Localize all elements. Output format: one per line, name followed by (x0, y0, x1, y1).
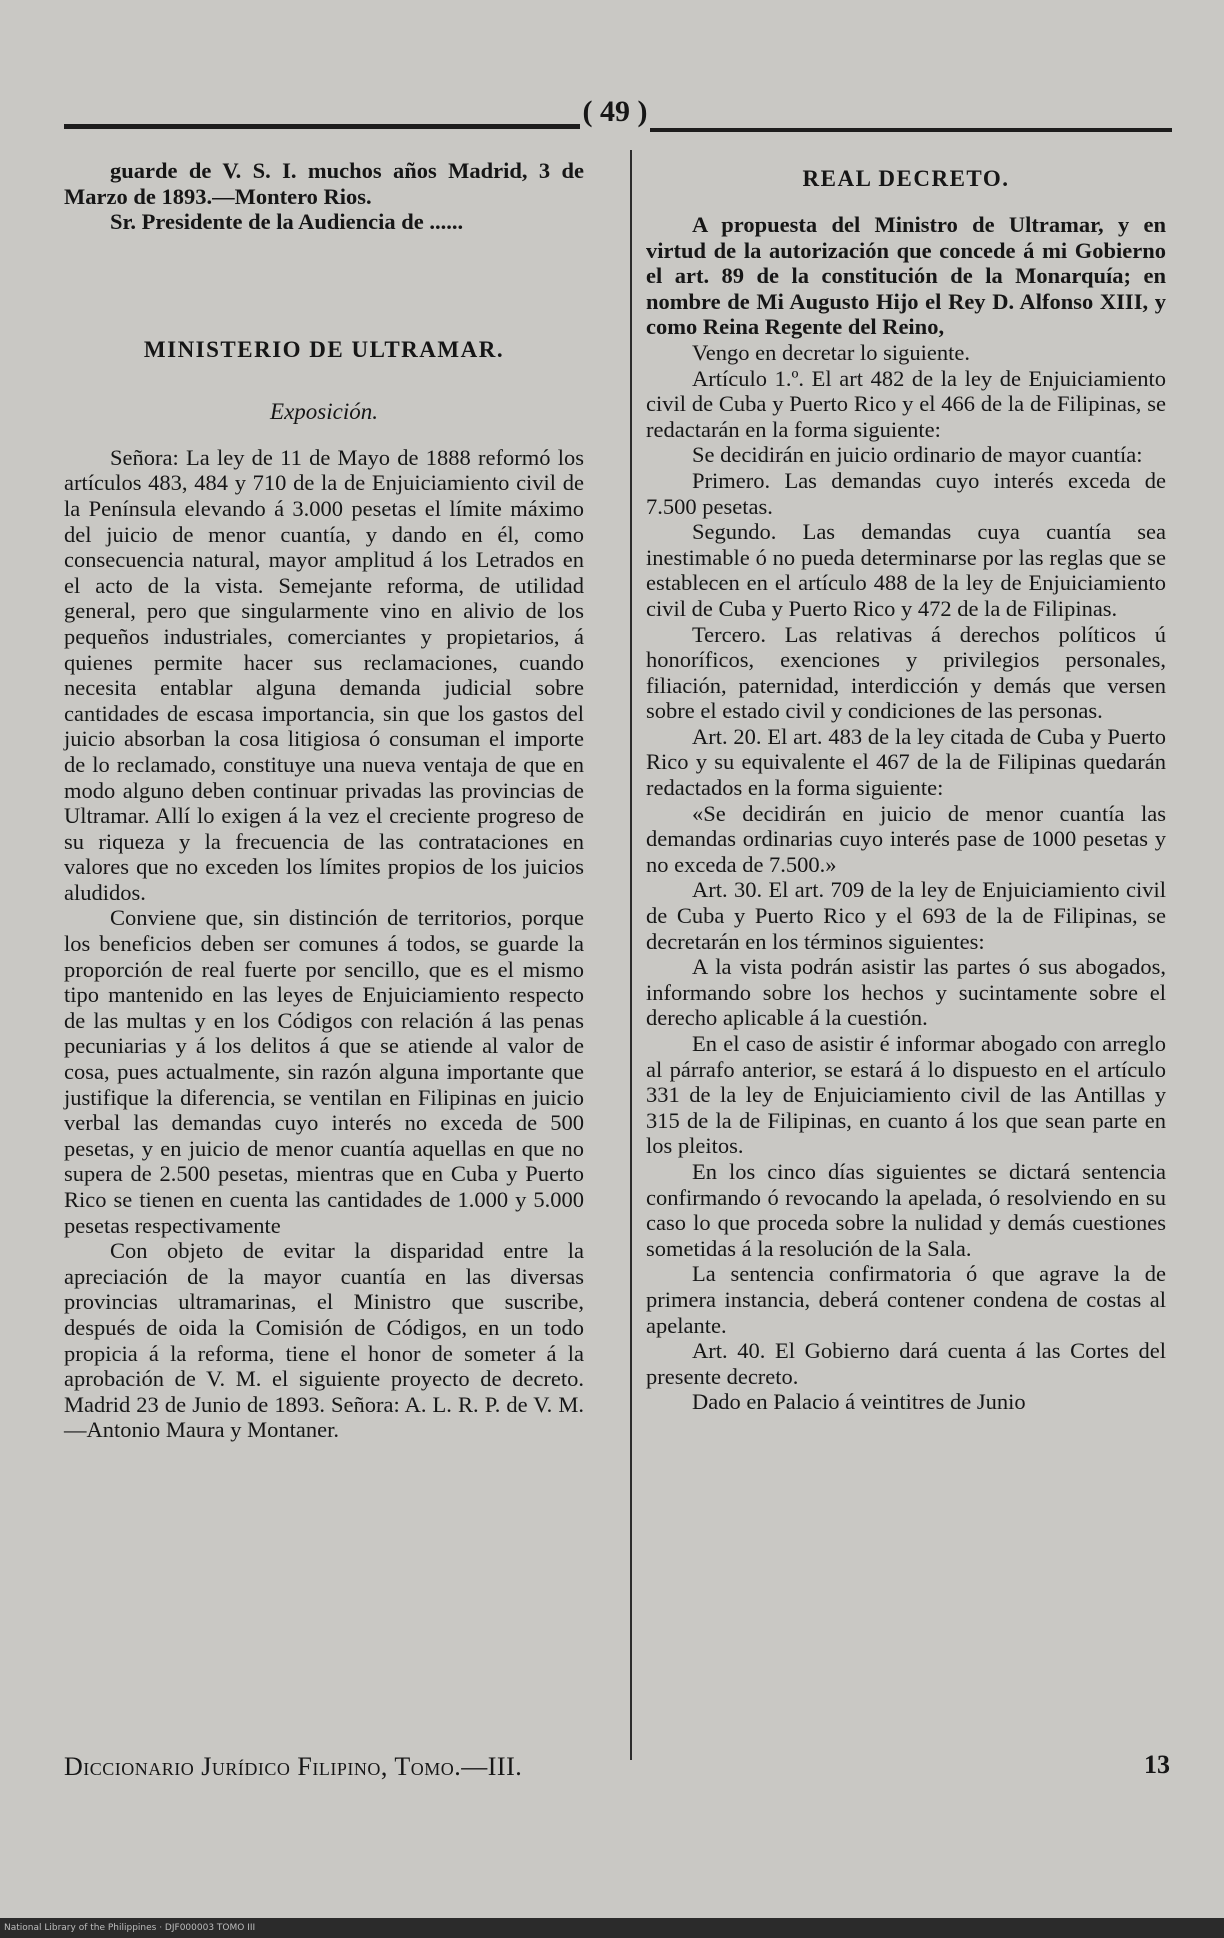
left-column (64, 158, 584, 1443)
decree-paragraph: Vengo en decretar lo siguiente. (692, 339, 971, 365)
ministry-heading: MINISTERIO DE ULTRAMAR. (143, 336, 505, 362)
exposition-paragraph: Señora: La ley de 11 de Mayo de 1888 reformó los artículos 483, 484 y 710 de la de Enjuiciamiento civil de la Península elevando á 3.000 pesetas el límite máximo del juicio de menor cuantía, y dando en él, como consecuencia natural, mayor amplitud á los Letrados en el acto de la vista. Semejante reforma, de utilidad general, pero que singularmente vino en alivio de los pequeños industriales, comerciantes y propietarios, á quienes permite hacer sus reclamaciones, cuando necesita entablar alguna demanda judicial sobre cantidades de escasa importancia, sin que los gastos del juicio absorban la cosa litigiosa ó consuman el importe de lo reclamado, constituye una nueva ventaja de que en modo alguno deben continuar privadas las provincias de Ultramar. Allí lo exigen á la vez el creciente progreso de su riqueza y la frecuencia de las contrataciones en valores que no exceden los límites propios de los juicios aludidos. (64, 444, 584, 905)
scan-source-strip: National Library of the Philippines · DJF000003 TOMO III (0, 1918, 1224, 1938)
running-footer: Diccionario Jurídico Filipino, Tomo.—III. (64, 1752, 523, 1781)
decree-heading: REAL DECRETO. (802, 166, 1010, 191)
decree-paragraph: Artículo 1.º. El art 482 de la ley de Enjuiciamiento civil de Cuba y Puerto Rico y el 466 de la de Filipinas, se redactarán en la forma siguiente: (646, 365, 1166, 442)
exposition-heading: Exposición. (270, 398, 378, 424)
decree-paragraph: «Se decidirán en juicio de menor cuantía las demandas ordinarias cuyo interés pase de 1000 pesetas y no exceda de 7.500.» (646, 800, 1166, 877)
page-number: ( 49 ) (582, 95, 648, 128)
decree-paragraph: Dado en Palacio á veintitres de Junio (692, 1389, 1026, 1415)
decree-paragraph: Art. 30. El art. 709 de la ley de Enjuiciamiento civil de Cuba y Puerto Rico y el 693 de la de Filipinas, se decretarán en los términos siguientes: (646, 877, 1166, 954)
decree-paragraph: A la vista podrán asistir las partes ó sus abogados, informando sobre los hechos y sucintamente sobre el derecho aplicable á la cuestión. (646, 954, 1166, 1031)
signature-mark: 13 (1144, 1750, 1170, 1779)
column-divider (630, 150, 632, 1760)
decree-paragraph: Tercero. Las relativas á derechos políticos ú honoríficos, exenciones y privilegios personales, filiación, paternidad, interdicción y demás que versen sobre el estado civil y condiciones de las personas. (646, 621, 1166, 724)
header-rule-right (650, 128, 1172, 132)
header-rule-left (64, 124, 580, 129)
decree-paragraph: En los cinco días siguientes se dictará sentencia confirmando ó revocando la apelada, ó resolviendo en su caso lo que proceda sobre la nulidad y demás cuestiones sometidas á la resolución de la Sala. (646, 1158, 1166, 1261)
decree-paragraph: Primero. Las demandas cuyo interés exceda de 7.500 pesetas. (646, 467, 1166, 519)
decree-paragraph: Art. 20. El art. 483 de la ley citada de Cuba y Puerto Rico y su equivalente el 467 de la de Filipinas quedarán redactados en la forma siguiente: (646, 723, 1166, 801)
decree-paragraph: Segundo. Las demandas cuya cuantía sea inestimable ó no pueda determinarse por las reglas que se establecen en el artículo 488 de la ley de Enjuiciamiento civil de Cuba y Puerto Rico y 472 de la de Filipinas. (646, 519, 1166, 621)
exposition-paragraph: Con objeto de evitar la disparidad entre la apreciación de la mayor cuantía en las diversas provincias ultramarinas, el Ministro que suscribe, después de oida la Comisión de Códigos, en un todo propicia á la reforma, tiene el honor de someter á la aprobación de V. M. el siguiente proyecto de decreto. Madrid 23 de Junio de 1893. Señora: A. L. R. P. de V. M.—Antonio Maura y Montaner. (64, 1238, 584, 1443)
decree-paragraph: Se decidirán en juicio ordinario de mayor cuantía: (692, 442, 1143, 468)
recipient-line: Sr. Presidente de la Audiencia de ...... (110, 209, 464, 235)
closing-line: guarde de V. S. I. muchos años Madrid, 3 de Marzo de 1893.—Montero Rios. (64, 158, 584, 209)
decree-paragraph: La sentencia confirmatoria ó que agrave la de primera instancia, deberá contener condena de costas al apelante. (646, 1261, 1166, 1338)
right-column (646, 158, 1166, 1415)
decree-paragraph: A propuesta del Ministro de Ultramar, y en virtud de la autorización que concede á mi Gobierno el art. 89 de la constitución de la Monarquía; en nombre de Mi Augusto Hijo el Rey D. Alfonso XIII, y como Reina Regente del Reino, (646, 212, 1166, 340)
decree-paragraph: Art. 40. El Gobierno dará cuenta á las Cortes del presente decreto. (646, 1338, 1166, 1389)
decree-paragraph: En el caso de asistir é informar abogado con arreglo al párrafo anterior, se estará á lo dispuesto en el artículo 331 de la ley de Enjuiciamiento civil de las Antillas y 315 de la de Filipinas, en cuanto á los que sean parte en los pleitos. (646, 1031, 1166, 1159)
exposition-paragraph: Conviene que, sin distinción de territorios, porque los beneficios deben ser comunes á todos, se guarde la proporción de real fuerte por sencillo, que es el mismo tipo mantenido en las leyes de Enjuiciamiento respecto de las multas y en los Códigos con relación á las penas pecuniarias y á los delitos á que se atiende al valor de cosa, pues actualmente, sin razón alguna importante que justifique la diferencia, se ventilan en Filipinas en juicio verbal las demandas cuyo interés no exceda de 500 pesetas, y en juicio de menor cuantía aquellas en que no supera de 2.500 pesetas, mientras que en Cuba y Puerto Rico se tienen en cuenta las cantidades de 1.000 y 5.000 pesetas respectivamente (64, 905, 584, 1238)
